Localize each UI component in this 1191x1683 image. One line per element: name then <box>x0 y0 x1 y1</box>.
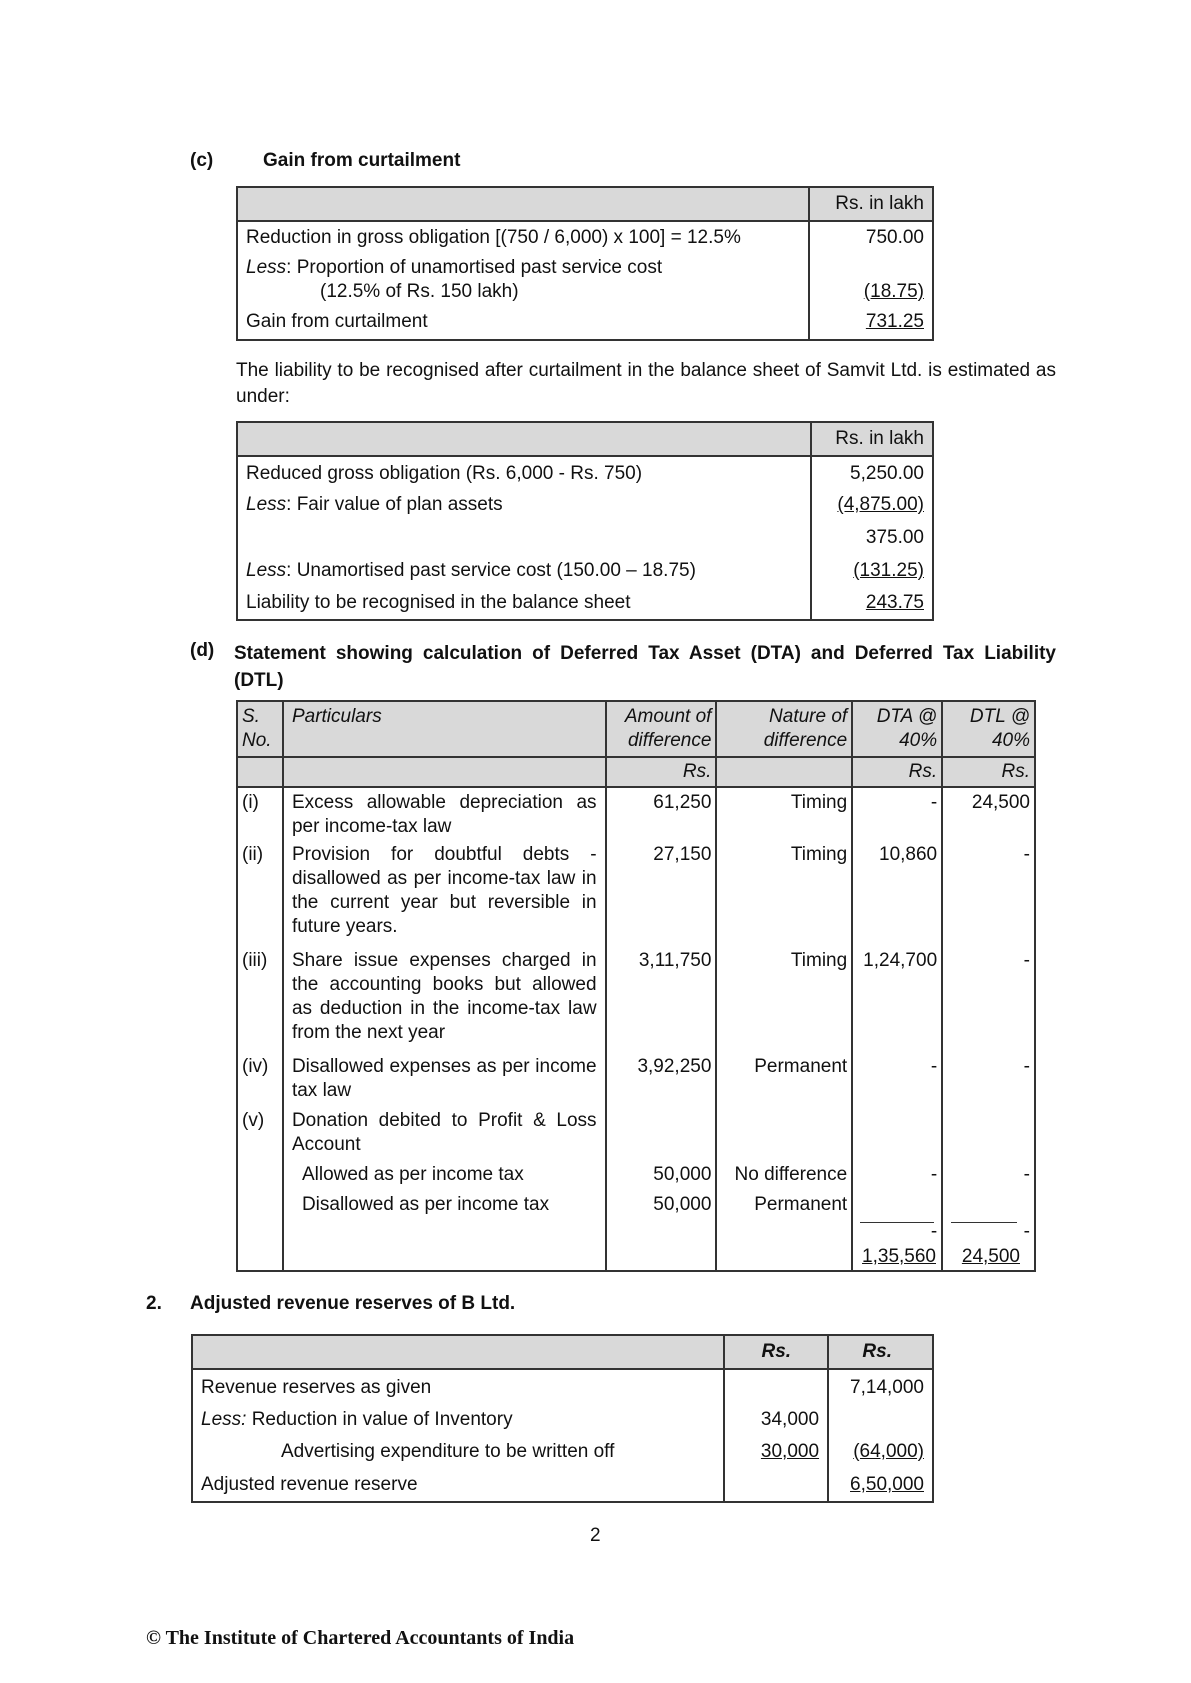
section-c-label: (c) <box>190 150 214 171</box>
table-row: Gain from curtailment <box>237 304 809 340</box>
page-number: 2 <box>590 1525 601 1546</box>
section-d-title: Statement showing calculation of Deferred Tax Asset (DTA) and Deferred Tax Liability (DTL) <box>234 643 1056 691</box>
col-header-sno: S. No. <box>237 701 283 757</box>
rs-unit: Rs. <box>606 757 717 787</box>
col-header-dta: DTA @ 40% <box>852 701 942 757</box>
dtl-total: 24,500 <box>961 1246 1020 1267</box>
row-value: 731.25 <box>865 311 924 332</box>
col-header-amount: Amount of difference <box>606 701 717 757</box>
table-row: (iii) Share issue expenses charged in the accounting books but allowed as deduction in the income-tax law from the next year 3,11,750 Timing 1,24,700 - <box>237 949 1035 1055</box>
section-2-title: Adjusted revenue reserves of B Ltd. <box>190 1293 516 1314</box>
table-row: Advertising expenditure to be written off 30,000 (64,000) <box>192 1436 933 1469</box>
table-row: Disallowed as per income tax 50,000 Permanent - - <box>237 1193 1035 1271</box>
table-row: (v) Donation debited to Profit & Loss Account <box>237 1109 1035 1163</box>
row-value: 750.00 <box>809 221 933 250</box>
table-row: Less: Fair value of plan assets <box>237 489 811 522</box>
section-c-title: Gain from curtailment <box>263 150 461 171</box>
col-header-particulars: Particulars <box>283 701 606 757</box>
row-value: 5,250.00 <box>811 456 933 489</box>
table-row: Revenue reserves as given 7,14,000 <box>192 1369 933 1403</box>
col-header-rs: Rs. <box>828 1335 933 1369</box>
table-row: (ii) Provision for doubtful debts - disallowed as per income-tax law in the current year but reversible in future years. 27,150 Timing 10,860 - <box>237 843 1035 949</box>
total-rule <box>951 1222 1017 1223</box>
table-row: Adjusted revenue reserve 6,50,000 <box>192 1469 933 1502</box>
table-row: (iv) Disallowed expenses as per income tax law 3,92,250 Permanent - - <box>237 1055 1035 1109</box>
row-value: (131.25) <box>853 560 924 581</box>
table-row: (12.5% of Rs. 150 lakh) <box>237 280 809 304</box>
curtailment-table <box>236 186 934 341</box>
table-row: Allowed as per income tax 50,000 No difference - - <box>237 1163 1035 1193</box>
dta-dtl-table <box>236 700 1036 1272</box>
row-value: 375.00 <box>811 522 933 555</box>
liability-table <box>236 421 934 621</box>
footer-copyright: © The Institute of Chartered Accountants of India <box>146 1627 575 1649</box>
liability-paragraph: The liability to be recognised after curtailment in the balance sheet of Samvit Ltd. is estimated as under: <box>236 360 1056 407</box>
col-header-dtl: DTL @ 40% <box>942 701 1035 757</box>
section-2-label: 2. <box>146 1293 162 1314</box>
unit-header: Rs. in lakh <box>811 422 933 456</box>
col-header-nature: Nature of difference <box>716 701 852 757</box>
table-row: (i) Excess allowable depreciation as per income-tax law 61,250 Timing - 24,500 <box>237 787 1035 843</box>
rs-unit: Rs. <box>852 757 942 787</box>
table-row: Reduced gross obligation (Rs. 6,000 - Rs. 750) <box>237 456 811 489</box>
table-row: Reduction in gross obligation [(750 / 6,000) x 100] = 12.5% <box>237 221 809 250</box>
rs-unit: Rs. <box>942 757 1035 787</box>
table-row: Less: Proportion of unamortised past service cost <box>237 250 809 280</box>
row-value: 243.75 <box>865 592 924 613</box>
section-d-label: (d) <box>190 640 215 661</box>
table-row: Liability to be recognised in the balance sheet <box>237 588 811 620</box>
revenue-reserve-table <box>191 1334 934 1503</box>
table-row: Less: Reduction in value of Inventory 34,000 <box>192 1403 933 1436</box>
table-row: Less: Unamortised past service cost (150.00 – 18.75) <box>237 555 811 588</box>
row-value: (18.75) <box>863 281 924 302</box>
col-header-rs: Rs. <box>724 1335 828 1369</box>
total-rule <box>860 1222 934 1223</box>
dta-total: 1,35,560 <box>862 1246 936 1267</box>
row-value: (4,875.00) <box>837 494 924 515</box>
unit-header: Rs. in lakh <box>809 187 933 221</box>
